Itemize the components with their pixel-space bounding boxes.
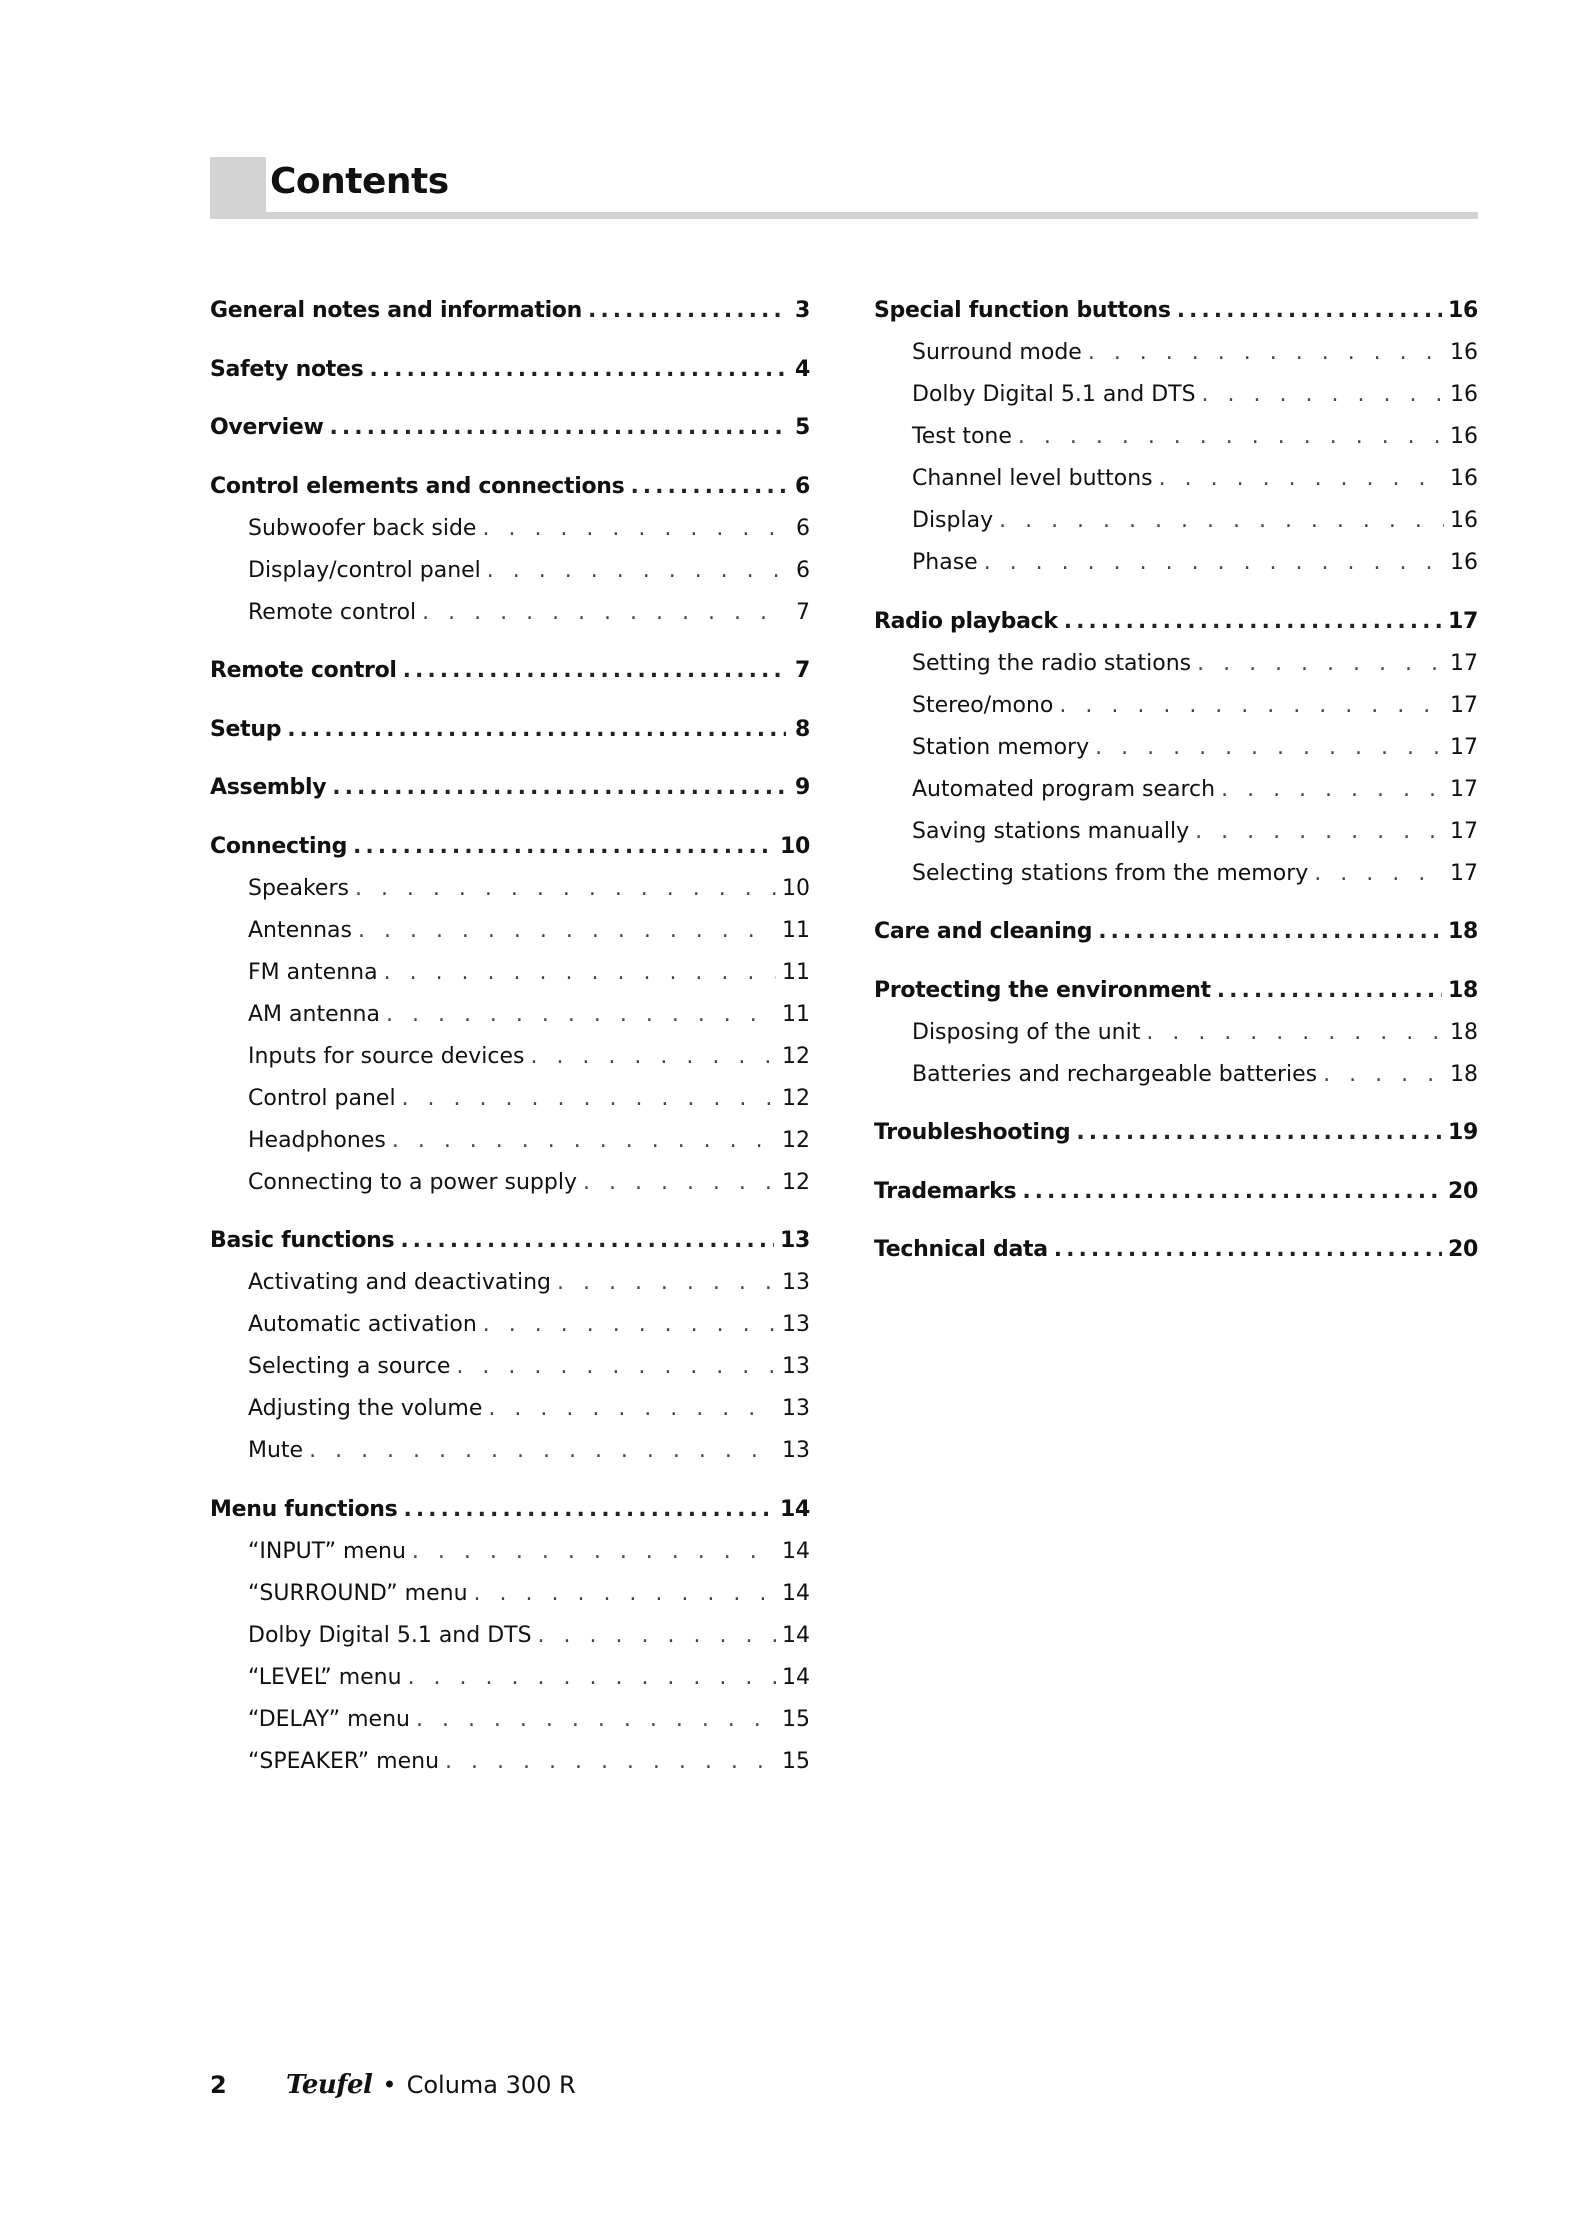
toc-subsection-entry[interactable]: [874, 811, 1478, 853]
dot-leader: [369, 349, 786, 391]
toc-subsection-entry-title: Phase: [912, 550, 978, 575]
dot-leader: [392, 1120, 776, 1162]
dot-leader: [445, 1741, 776, 1783]
toc-subsection-entry-title: “SPEAKER” menu: [248, 1748, 440, 1774]
toc-section-entry[interactable]: [874, 911, 1478, 953]
toc-subsection-entry-title: AM antenna: [248, 1001, 380, 1027]
toc-subsection-entry[interactable]: [210, 1036, 810, 1078]
dot-leader: [403, 650, 786, 692]
toc-subsection-entry[interactable]: [874, 458, 1478, 500]
toc-subsection-entry-page: 13: [782, 1438, 810, 1463]
dot-leader: [384, 952, 776, 994]
toc-section-entry-title: Control elements and connections: [210, 473, 625, 499]
toc-subsection-entry[interactable]: [874, 643, 1478, 685]
toc-section-entry-title: Radio playback: [874, 608, 1058, 634]
toc-subsection-entry-page: 11: [782, 917, 810, 943]
toc-subsection-entry-page: 18: [1450, 1061, 1478, 1087]
toc-subsection-entry-page: 10: [782, 875, 810, 901]
dot-leader: [1076, 1112, 1442, 1154]
toc-subsection-entry-title: Surround mode: [912, 340, 1082, 365]
header-rule: [266, 212, 1478, 219]
toc-section-entry-title: Technical data: [874, 1237, 1048, 1262]
dot-leader: [530, 1036, 776, 1078]
dot-leader: [1059, 685, 1444, 727]
dot-leader: [482, 508, 786, 550]
toc-section-entry-page: 13: [779, 1228, 810, 1253]
toc-section-entry[interactable]: [210, 466, 810, 508]
toc-subsection-entry-title: Batteries and rechargeable batteries: [912, 1061, 1318, 1087]
toc-section-entry[interactable]: [874, 1229, 1478, 1271]
toc-subsection-entry-page: 12: [782, 1043, 810, 1069]
toc-subsection-entry[interactable]: [210, 508, 810, 550]
dot-leader: [999, 500, 1444, 542]
dot-leader: [353, 826, 774, 868]
toc-section-entry[interactable]: [210, 650, 810, 692]
toc-section: [210, 1489, 810, 1783]
toc-section-entry-page: 3: [794, 298, 810, 323]
toc-left-column: [210, 290, 810, 1799]
toc-subsection-entry[interactable]: [874, 542, 1478, 584]
toc-subsection-entry-title: Saving stations manually: [912, 818, 1190, 844]
toc-section-entry-page: 20: [1447, 1237, 1478, 1262]
toc-subsection-entry[interactable]: [210, 1078, 810, 1120]
page-number: 2: [210, 2071, 227, 2099]
dot-leader: [1323, 1054, 1444, 1096]
dot-leader: [1221, 769, 1444, 811]
toc-subsection-entry-title: Dolby Digital 5.1 and DTS: [248, 1622, 532, 1648]
toc-section: [210, 407, 810, 449]
toc-section: [210, 290, 810, 332]
toc-subsection-entry-title: Setting the radio stations: [912, 650, 1192, 676]
toc-subsection-entry[interactable]: [874, 853, 1478, 895]
toc-subsection-entry-page: 12: [782, 1169, 810, 1195]
dot-leader: [1095, 727, 1444, 769]
toc-section-entry-title: Remote control: [210, 658, 397, 683]
dot-leader: [1098, 911, 1442, 953]
toc-subsection-entry-page: 14: [782, 1538, 810, 1564]
toc-section-entry-title: Menu functions: [210, 1496, 398, 1522]
dot-leader: [1018, 416, 1444, 458]
toc-subsection-entry[interactable]: [874, 374, 1478, 416]
dot-leader: [984, 542, 1444, 584]
toc-section-entry[interactable]: [210, 290, 810, 332]
toc-subsection-entry-title: “INPUT” menu: [248, 1538, 406, 1564]
toc-section-entry-title: Care and cleaning: [874, 919, 1093, 944]
toc-section-entry-page: 4: [794, 356, 810, 382]
toc-subsection-entry-page: 16: [1450, 508, 1478, 533]
toc-subsection-entry-page: 16: [1450, 466, 1478, 491]
toc-subsection-entry-title: Automated program search: [912, 776, 1216, 802]
toc-section-entry-page: 18: [1447, 977, 1478, 1003]
toc-subsection-entry-title: Station memory: [912, 734, 1090, 760]
toc-subsection-entry-page: 16: [1450, 340, 1478, 365]
toc-section-entry-title: Troubleshooting: [874, 1120, 1071, 1145]
toc-subsection-entry-title: Selecting stations from the memory: [912, 860, 1309, 886]
toc-subsection-entry-title: Headphones: [248, 1127, 386, 1153]
toc-subsection-entry-title: “DELAY” menu: [248, 1706, 410, 1732]
page-footer: [210, 2070, 576, 2100]
product-name: Columa 300 R: [406, 2071, 576, 2099]
toc-subsection-entry-title: Dolby Digital 5.1 and DTS: [912, 382, 1196, 407]
dot-leader: [400, 1220, 774, 1262]
toc-section-entry-title: Connecting: [210, 833, 348, 859]
toc-section-entry[interactable]: [874, 290, 1478, 332]
page-title: Contents: [270, 161, 449, 202]
toc-section-entry-page: 5: [794, 415, 810, 440]
toc-subsection-entry-page: 16: [1450, 424, 1478, 449]
toc-subsection-entry-title: FM antenna: [248, 959, 378, 985]
dot-leader: [1088, 332, 1444, 374]
toc-subsection-entry-page: 7: [796, 599, 810, 625]
dot-leader: [1197, 643, 1444, 685]
dot-leader: [287, 709, 786, 751]
dot-leader: [330, 407, 786, 449]
toc-section-entry-title: Trademarks: [874, 1178, 1017, 1204]
dot-leader: [402, 1078, 776, 1120]
toc-subsection-entry-page: 14: [782, 1580, 810, 1606]
toc-subsection-entry-page: 17: [1450, 650, 1478, 676]
toc-subsection-entry-title: Selecting a source: [248, 1354, 451, 1379]
toc-subsection-entry[interactable]: [210, 1346, 810, 1388]
dot-leader: [483, 1304, 776, 1346]
toc-subsection-entry[interactable]: [874, 1012, 1478, 1054]
toc-subsection-entry[interactable]: [874, 500, 1478, 542]
toc-section-entry[interactable]: [874, 1171, 1478, 1213]
toc-subsection-entry-title: Disposing of the unit: [912, 1019, 1141, 1045]
toc-subsection-entry[interactable]: [210, 1430, 810, 1472]
toc-section-entry[interactable]: [210, 407, 810, 449]
toc-subsection-entry-page: 16: [1450, 382, 1478, 407]
toc-section: [874, 1171, 1478, 1213]
toc-subsection-entry-title: Automatic activation: [248, 1312, 477, 1337]
toc-section-entry-page: 20: [1447, 1178, 1478, 1204]
toc-section-entry-page: 19: [1447, 1120, 1478, 1145]
toc-subsection-entry[interactable]: [210, 868, 810, 910]
toc-section-entry-page: 14: [779, 1496, 810, 1522]
toc-section-entry-page: 7: [794, 658, 810, 683]
toc-section-entry-page: 6: [794, 473, 810, 499]
toc-subsection-entry[interactable]: [210, 910, 810, 952]
toc-section: [210, 349, 810, 391]
dot-leader: [412, 1531, 776, 1573]
toc-subsection-entry-title: Display: [912, 508, 994, 533]
toc-section: [874, 290, 1478, 584]
toc-section-entry[interactable]: [210, 349, 810, 391]
dot-leader: [583, 1162, 776, 1204]
toc-subsection-entry-page: 17: [1450, 818, 1478, 844]
dot-leader: [487, 550, 786, 592]
toc-subsection-entry-title: Connecting to a power supply: [248, 1169, 577, 1195]
toc-subsection-entry-page: 12: [782, 1127, 810, 1153]
toc-subsection-entry[interactable]: [874, 332, 1478, 374]
toc-subsection-entry-page: 14: [782, 1664, 810, 1690]
toc-subsection-entry-page: 15: [782, 1748, 810, 1774]
toc-section-entry-page: 9: [794, 775, 810, 800]
dot-leader: [386, 994, 776, 1036]
dot-leader: [332, 767, 786, 809]
toc-subsection-entry-title: Control panel: [248, 1085, 396, 1111]
toc-section: [210, 650, 810, 692]
toc-subsection-entry[interactable]: [210, 1304, 810, 1346]
toc-section: [210, 767, 810, 809]
toc-subsection-entry-page: 16: [1450, 550, 1478, 575]
toc-section-entry-page: 8: [794, 716, 810, 742]
toc-section: [210, 1220, 810, 1472]
dot-leader: [1054, 1229, 1442, 1271]
toc-subsection-entry[interactable]: [874, 727, 1478, 769]
dot-leader: [1022, 1171, 1442, 1213]
dot-leader: [1202, 374, 1444, 416]
toc-section: [874, 1112, 1478, 1154]
toc-subsection-entry-page: 13: [782, 1396, 810, 1421]
dot-leader: [474, 1573, 776, 1615]
toc-subsection-entry-page: 13: [782, 1354, 810, 1379]
footer-separator: •: [382, 2071, 397, 2099]
toc-subsection-entry-page: 13: [782, 1270, 810, 1295]
toc-section: [874, 911, 1478, 953]
toc-subsection-entry[interactable]: [210, 994, 810, 1036]
dot-leader: [1195, 811, 1444, 853]
toc-section-entry-title: Safety notes: [210, 356, 364, 382]
toc-section-entry[interactable]: [210, 709, 810, 751]
toc-subsection-entry[interactable]: [210, 1573, 810, 1615]
dot-leader: [456, 1346, 776, 1388]
toc-subsection-entry-title: “LEVEL” menu: [248, 1664, 402, 1690]
toc-subsection-entry-title: Speakers: [248, 875, 349, 901]
toc-subsection-entry-title: Display/control panel: [248, 557, 481, 583]
dot-leader: [416, 1699, 776, 1741]
toc-subsection-entry[interactable]: [210, 1615, 810, 1657]
toc-subsection-entry[interactable]: [210, 1162, 810, 1204]
toc-section-entry-title: Assembly: [210, 775, 327, 800]
dot-leader: [1314, 853, 1444, 895]
toc-section: [874, 601, 1478, 895]
toc-section-entry-page: 18: [1447, 919, 1478, 944]
toc-section-entry-page: 16: [1447, 298, 1478, 323]
toc-section-entry-title: Setup: [210, 716, 282, 742]
toc-subsection-entry-title: Activating and deactivating: [248, 1270, 551, 1295]
toc-subsection-entry-page: 11: [782, 1001, 810, 1027]
toc-subsection-entry[interactable]: [210, 1120, 810, 1162]
toc-section-entry-page: 10: [779, 833, 810, 859]
toc-subsection-entry-page: 15: [782, 1706, 810, 1732]
dot-leader: [309, 1430, 776, 1472]
toc-section: [210, 466, 810, 634]
toc-section: [210, 709, 810, 751]
toc-section-entry[interactable]: [210, 767, 810, 809]
dot-leader: [1217, 970, 1442, 1012]
toc-subsection-entry-page: 6: [796, 557, 810, 583]
toc-section-entry-title: General notes and information: [210, 298, 582, 323]
toc-section-entry[interactable]: [874, 601, 1478, 643]
toc-subsection-entry-title: Adjusting the volume: [248, 1396, 483, 1421]
toc-subsection-entry[interactable]: [210, 952, 810, 994]
toc-section-entry-page: 17: [1447, 608, 1478, 634]
toc-section-entry[interactable]: [210, 826, 810, 868]
toc-subsection-entry[interactable]: [210, 1531, 810, 1573]
dot-leader: [1064, 601, 1442, 643]
toc-subsection-entry-title: “SURROUND” menu: [248, 1580, 468, 1606]
toc-subsection-entry-page: 11: [782, 959, 810, 985]
dot-leader: [630, 466, 786, 508]
toc-subsection-entry-page: 17: [1450, 776, 1478, 802]
toc-subsection-entry[interactable]: [210, 1262, 810, 1304]
toc-subsection-entry[interactable]: [210, 592, 810, 634]
toc-subsection-entry-page: 12: [782, 1085, 810, 1111]
dot-leader: [588, 290, 786, 332]
toc-subsection-entry-title: Subwoofer back side: [248, 515, 477, 541]
toc-subsection-entry[interactable]: [210, 1388, 810, 1430]
toc-subsection-entry-page: 18: [1450, 1019, 1478, 1045]
toc-subsection-entry-title: Stereo/mono: [912, 692, 1054, 718]
dot-leader: [538, 1615, 776, 1657]
toc-section-entry[interactable]: [874, 1112, 1478, 1154]
dot-leader: [403, 1489, 774, 1531]
dot-leader: [355, 868, 776, 910]
toc-subsection-entry-page: 17: [1450, 692, 1478, 718]
toc-section: [874, 970, 1478, 1096]
dot-leader: [358, 910, 776, 952]
toc-subsection-entry-title: Antennas: [248, 917, 352, 943]
dot-leader: [1177, 290, 1442, 332]
toc-subsection-entry-title: Inputs for source devices: [248, 1043, 525, 1069]
toc-section-entry[interactable]: [210, 1489, 810, 1531]
brand-logo: Teufel: [286, 2070, 373, 2100]
dot-leader: [1159, 458, 1444, 500]
toc-subsection-entry-title: Remote control: [248, 599, 417, 625]
dot-leader: [1146, 1012, 1444, 1054]
toc-subsection-entry[interactable]: [874, 769, 1478, 811]
toc-section: [210, 826, 810, 1204]
toc-subsection-entry[interactable]: [210, 1741, 810, 1783]
toc-section-entry-title: Overview: [210, 415, 324, 440]
toc-subsection-entry-page: 14: [782, 1622, 810, 1648]
toc-subsection-entry-page: 17: [1450, 860, 1478, 886]
toc-subsection-entry[interactable]: [210, 1657, 810, 1699]
dot-leader: [408, 1657, 776, 1699]
toc-subsection-entry[interactable]: [874, 1054, 1478, 1096]
dot-leader: [557, 1262, 776, 1304]
toc-subsection-entry[interactable]: [210, 550, 810, 592]
toc-subsection-entry-page: 6: [796, 515, 810, 541]
toc-section-entry-title: Basic functions: [210, 1228, 395, 1253]
toc-subsection-entry-title: Channel level buttons: [912, 466, 1153, 491]
contents-header: [210, 157, 1478, 219]
toc-subsection-entry[interactable]: [874, 685, 1478, 727]
dot-leader: [488, 1388, 776, 1430]
toc-subsection-entry[interactable]: [210, 1699, 810, 1741]
toc-section-entry[interactable]: [210, 1220, 810, 1262]
toc-section-entry-title: Special function buttons: [874, 298, 1171, 323]
toc-subsection-entry-title: Test tone: [912, 424, 1012, 449]
toc-section-entry[interactable]: [874, 970, 1478, 1012]
toc-subsection-entry-title: Mute: [248, 1438, 304, 1463]
toc-subsection-entry-page: 17: [1450, 734, 1478, 760]
toc-subsection-entry[interactable]: [874, 416, 1478, 458]
toc-section-entry-title: Protecting the environment: [874, 977, 1211, 1003]
header-accent-block: [210, 157, 266, 219]
toc-right-column: [874, 290, 1478, 1288]
toc-subsection-entry-page: 13: [782, 1312, 810, 1337]
toc-section: [874, 1229, 1478, 1271]
dot-leader: [422, 592, 786, 634]
